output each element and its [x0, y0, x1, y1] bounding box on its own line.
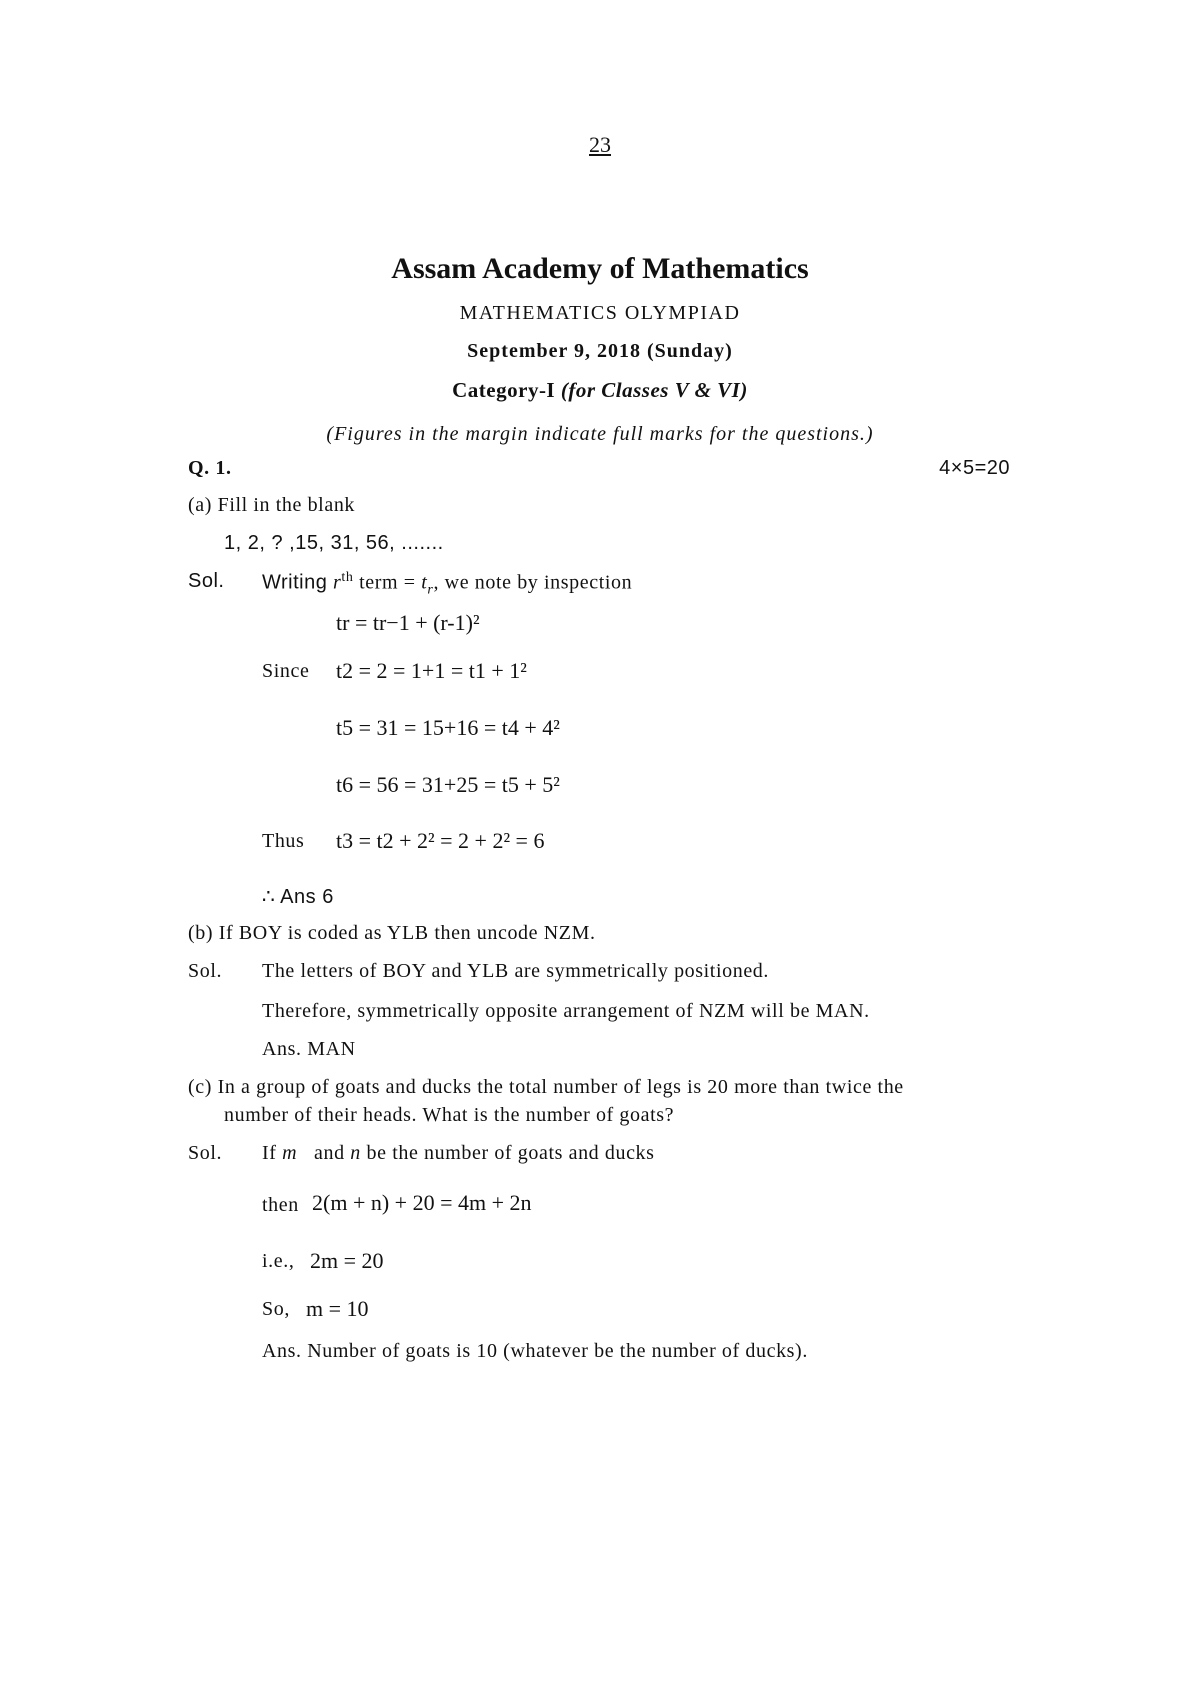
since-label: Since — [262, 660, 310, 682]
solution-label-a: Sol. — [188, 570, 225, 592]
term-word: term = — [359, 571, 416, 594]
equation-t2: t2 = 2 = 1+1 = t1 + 1² — [336, 658, 527, 683]
writing-word: Writing — [262, 571, 328, 594]
equation-legs: 2(m + n) + 20 = 4m + 2n — [312, 1190, 532, 1215]
n-variable: n — [350, 1142, 361, 1164]
if-word: If — [262, 1142, 277, 1164]
question-label: Q. 1. — [188, 457, 232, 479]
solution-label-b: Sol. — [188, 960, 223, 982]
subtitle: MATHEMATICS OLYMPIAD — [459, 302, 741, 324]
category-prefix: Category-I — [452, 378, 561, 402]
category-classes: (for Classes V & VI) — [560, 378, 748, 402]
exam-date: September 9, 2018 (Sunday) — [467, 340, 733, 362]
solution-b-line1: The letters of BOY and YLB are symmetrically positioned. — [262, 960, 769, 982]
document-title: Assam Academy of Mathematics — [391, 252, 809, 285]
then-label: then — [262, 1194, 299, 1216]
equation-t5: t5 = 31 = 15+16 = t4 + 4² — [336, 715, 560, 740]
equation-m: m = 10 — [306, 1296, 369, 1321]
t-variable: t — [421, 571, 428, 594]
equation-2m: 2m = 20 — [310, 1248, 384, 1273]
answer-a: ∴ Ans 6 — [262, 886, 334, 908]
answer-b: Ans. MAN — [262, 1038, 356, 1060]
thus-label: Thus — [262, 830, 305, 852]
question-c-line2: number of their heads. What is the number of goats? — [224, 1104, 675, 1126]
solution-intro-a — [262, 570, 632, 599]
th-superscript: th — [341, 570, 354, 585]
ie-label: i.e., — [262, 1250, 295, 1272]
equation-t3: t3 = t2 + 2² = 2 + 2² = 6 — [336, 828, 545, 853]
solution-label-c: Sol. — [188, 1142, 223, 1164]
solution-b-line2: Therefore, symmetrically opposite arrangement of NZM will be MAN. — [262, 1000, 870, 1022]
so-label: So, — [262, 1298, 290, 1320]
question-b: (b) If BOY is coded as YLB then uncode NZM. — [188, 922, 596, 944]
equation-t6: t6 = 56 = 31+25 = t5 + 5² — [336, 772, 560, 797]
solution-c-intro — [262, 1142, 655, 1165]
goats-ducks-text: be the number of goats and ducks — [366, 1142, 655, 1164]
inspection-text: , we note by inspection — [433, 571, 633, 594]
question-a: (a) Fill in the blank — [188, 494, 356, 516]
marks-note: (Figures in the margin indicate full marks for the questions.) — [326, 423, 874, 445]
sequence: 1, 2, ? ,15, 31, 56, ....... — [224, 532, 444, 554]
recurrence-formula: tr = tr−1 + (r-1)² — [336, 610, 480, 635]
and-word: and — [314, 1142, 345, 1164]
page-number: 23 — [589, 132, 611, 157]
r-variable: r — [332, 571, 342, 594]
r-subscript: r — [427, 582, 434, 598]
answer-c: Ans. Number of goats is 10 (whatever be the number of ducks). — [262, 1340, 808, 1362]
question-marks: 4×5=20 — [939, 457, 1010, 479]
question-c-line1: (c) In a group of goats and ducks the total number of legs is 20 more than twice the — [188, 1076, 904, 1098]
category — [0, 378, 1200, 403]
m-variable: m — [282, 1142, 298, 1164]
